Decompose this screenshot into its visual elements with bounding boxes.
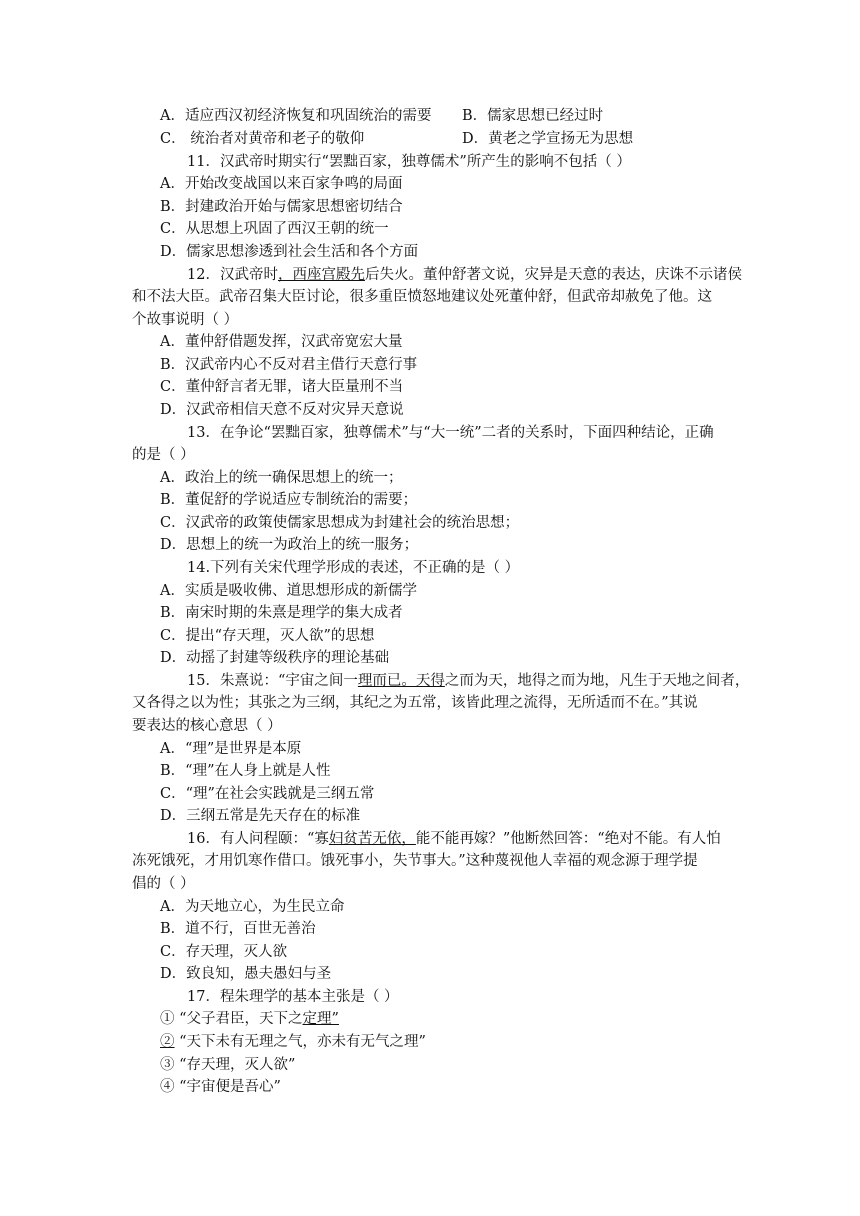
q10-option-a: A．适应西汉初经济恢复和巩固统治的需要 bbox=[160, 108, 432, 124]
q10-option-c: C． 统治者对黄帝和老子的敬仰 bbox=[160, 131, 365, 147]
q12-option-d: D．汉武帝相信天意不反对灾异天意说 bbox=[160, 402, 404, 418]
q15-option-b: B．“理”在人身上就是人性 bbox=[160, 763, 331, 779]
q15-stem-line2: 又各得之以为性；其张之为三纲，其纪之为五常，该皆此理之流得，无所适而不在。”其说 bbox=[132, 695, 698, 711]
q16-option-c: C．存天理，灭人欲 bbox=[160, 944, 288, 960]
q13-option-d: D．思想上的统一为政治上的统一服务； bbox=[160, 537, 419, 553]
q12-stem-line2: 和不法大臣。武帝召集大臣讨论，很多重臣愤怒地建议处死董仲舒，但武帝却赦免了他。这 bbox=[132, 289, 712, 305]
q12-option-a: A．董仲舒借题发挥，汉武帝宽宏大量 bbox=[160, 334, 403, 350]
q12-option-c: C．董仲舒言者无罪，诸大臣量刑不当 bbox=[160, 379, 404, 395]
q16-option-a: A．为天地立心，为生民立命 bbox=[160, 899, 345, 915]
q12-stem: 12．汉武帝时，西座宫殿先后失火。董仲舒著文说，灾异是天意的表达，庆诛不示诸侯 bbox=[187, 267, 742, 283]
q13-option-a: A．政治上的统一确保思想上的统一； bbox=[160, 470, 403, 486]
q12-option-b: B．汉武帝内心不反对君主借行天意行事 bbox=[160, 357, 418, 373]
q17-item-1: ① “父子君臣，天下之定理” bbox=[160, 1011, 339, 1027]
q14-option-c: C．提出“存天理，灭人欲”的思想 bbox=[160, 628, 375, 644]
q16-option-b: B．道不行，百世无善治 bbox=[160, 921, 316, 937]
q12-stem-line3: 个故事说明（ ） bbox=[132, 312, 239, 328]
q14-stem: 14.下列有关宋代理学形成的表述，不正确的是（ ） bbox=[187, 560, 520, 576]
q15-option-a: A．“理”是世界是本原 bbox=[160, 741, 302, 757]
q13-option-c: C．汉武帝的政策使儒家思想成为封建社会的统治思想； bbox=[160, 515, 520, 531]
q11-option-c: C．从思想上巩固了西汉王朝的统一 bbox=[160, 221, 389, 237]
q16-stem: 16．有人问程颐：“寡妇贫苦无依，能不能再嫁？”他断然回答：“绝对不能。有人怕 bbox=[187, 831, 721, 847]
q17-item-4: ④ “宇宙便是吾心” bbox=[160, 1079, 281, 1095]
q14-option-b: B．南宋时期的朱熹是理学的集大成者 bbox=[160, 605, 403, 621]
q15-stem-line3: 要表达的核心意思（ ） bbox=[132, 718, 282, 734]
q13-stem-line2: 的是（ ） bbox=[132, 447, 195, 463]
q15-option-c: C．“理”在社会实践就是三纲五常 bbox=[160, 786, 375, 802]
q14-option-a: A．实质是吸收佛、道思想形成的新儒学 bbox=[160, 583, 417, 599]
q16-stem-line3: 倡的（ ） bbox=[132, 876, 195, 892]
q11-stem: 11．汉武帝时期实行“罢黜百家，独尊儒术”所产生的影响不包括（ ） bbox=[187, 154, 631, 170]
q17-stem: 17．程朱理学的基本主张是（ ） bbox=[187, 989, 399, 1005]
q11-option-b: B．封建政治开始与儒家思想密切结合 bbox=[160, 199, 403, 215]
q14-option-d: D．动摇了封建等级秩序的理论基础 bbox=[160, 650, 390, 666]
q10-option-d: D．黄老之学宣扬无为思想 bbox=[462, 131, 634, 147]
q17-item-3: ③ “存天理，灭人欲” bbox=[160, 1057, 296, 1073]
q17-item-2: ② “天下未有无理之气，亦未有无气之理” bbox=[160, 1034, 426, 1050]
q11-option-a: A．开始改变战国以来百家争鸣的局面 bbox=[160, 176, 403, 192]
q11-option-d: D．儒家思想渗透到社会生活和各个方面 bbox=[160, 244, 419, 260]
q16-stem-line2: 冻死饿死，才用饥寒作借口。饿死事小，失节事大。”这种蔑视他人幸福的观念源于理学提 bbox=[132, 853, 698, 869]
q10-option-b: B．儒家思想已经过时 bbox=[462, 108, 604, 124]
q13-stem: 13．在争论“罢黜百家，独尊儒术”与“大一统”二者的关系时，下面四种结论，正确 bbox=[187, 425, 714, 441]
q15-option-d: D．三纲五常是先天存在的标准 bbox=[160, 808, 361, 824]
q15-stem: 15．朱熹说：“宇宙之间一理而已。天得之而为天，地得之而为地，凡生于天地之间者， bbox=[187, 673, 750, 689]
q13-option-b: B．董促舒的学说适应专制统治的需要； bbox=[160, 492, 418, 508]
q16-option-d: D．致良知，愚夫愚妇与圣 bbox=[160, 966, 332, 982]
